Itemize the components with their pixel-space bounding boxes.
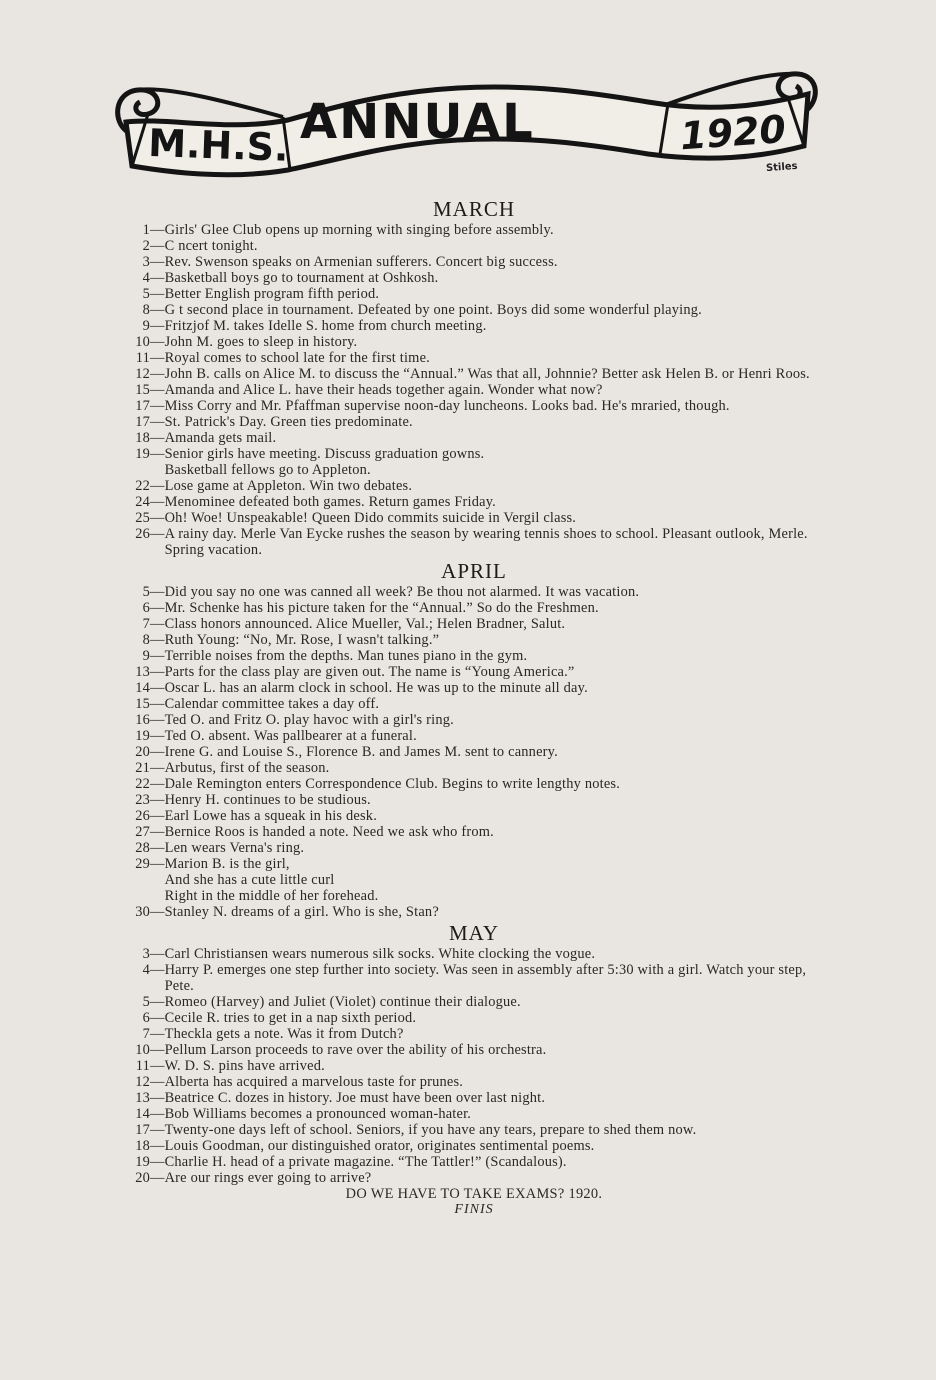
entry-text: Amanda and Alice L. have their heads together again. Wonder what now? — [164, 382, 603, 398]
entry-day: 15 — [135, 382, 150, 398]
calendar-entry — [116, 824, 832, 840]
calendar-entry — [116, 946, 832, 962]
entry-text: G t second place in tournament. Defeated by one point. Boys did some wonderful playing. — [164, 302, 702, 318]
entry-text: Oscar L. has an alarm clock in school. He was up to the minute all day. — [164, 680, 588, 696]
calendar-entry — [116, 584, 832, 600]
calendar-entry — [116, 510, 832, 526]
entry-text: Mr. Schenke has his picture taken for the “Annual.” So do the Freshmen. — [164, 600, 599, 616]
entry-dash: — — [150, 302, 165, 318]
entry-text: Cecile R. tries to get in a nap sixth period. — [164, 1010, 417, 1026]
entry-dash: — — [150, 744, 165, 760]
entry-dash: — — [150, 616, 165, 632]
entry-text: Terrible noises from the depths. Man tunes piano in the gym. — [164, 648, 528, 664]
entry-day: 13 — [135, 1090, 150, 1106]
entry-day: 18 — [135, 430, 150, 446]
entry-text: Charlie H. head of a private magazine. “The Tattler!” (Scandalous). — [164, 1154, 567, 1170]
entry-text: Did you say no one was canned all week? Be thou not alarmed. It was vacation. — [164, 584, 640, 600]
entry-day: 4 — [142, 270, 150, 286]
entry-day: 17 — [135, 1122, 150, 1138]
entry-dash: — — [150, 712, 165, 728]
calendar-entry — [116, 350, 832, 366]
entry-day: 5 — [142, 994, 150, 1010]
entry-dash: — — [150, 632, 165, 648]
entry-day: 4 — [142, 962, 150, 978]
calendar-entry — [116, 856, 832, 904]
entry-dash: — — [150, 696, 165, 712]
entry-dash: — — [150, 824, 165, 840]
calendar-entry — [116, 994, 832, 1010]
entry-dash: — — [150, 286, 165, 302]
april-entries — [116, 584, 832, 920]
entry-dash: — — [150, 1154, 165, 1170]
entry-day: 3 — [142, 254, 150, 270]
entry-text: Harry P. emerges one step further into society. Was seen in assembly after 5:30 with a girl. Watch your step, Pete. — [164, 962, 807, 994]
entry-dash: — — [150, 792, 165, 808]
entry-text: Calendar committee takes a day off. — [164, 696, 380, 712]
entry-day: 10 — [135, 1042, 150, 1058]
entry-dash: — — [150, 270, 165, 286]
entry-day: 5 — [142, 286, 150, 302]
calendar-entry — [116, 1106, 832, 1122]
calendar-entry — [116, 366, 832, 382]
entry-text: C ncert tonight. — [164, 238, 258, 254]
banner-center-text: ANNUAL — [300, 94, 535, 150]
entry-text: Romeo (Harvey) and Juliet (Violet) continue their dialogue. — [164, 994, 521, 1010]
entry-text: Bernice Roos is handed a note. Need we ask who from. — [164, 824, 494, 840]
entry-text: Oh! Woe! Unspeakable! Queen Dido commits suicide in Vergil class. — [164, 510, 577, 526]
entry-text: Basketball boys go to tournament at Oshkosh. — [164, 270, 439, 286]
entry-dash: — — [150, 776, 165, 792]
entry-text: Louis Goodman, our distinguished orator, originates sentimental poems. — [164, 1138, 595, 1154]
closing-line: DO WE HAVE TO TAKE EXAMS? 1920. — [345, 1186, 603, 1202]
calendar-entry — [116, 1154, 832, 1170]
entry-text: Theckla gets a note. Was it from Dutch? — [164, 1026, 404, 1042]
entry-day: 1 — [142, 222, 150, 238]
entry-text: John B. calls on Alice M. to discuss the “Annual.” Was that all, Johnnie? Better ask Helen B. or Henri Roos. — [164, 366, 810, 382]
entry-text: Senior girls have meeting. Discuss graduation gowns. Basketball fellows go to Appleton. — [164, 446, 485, 478]
calendar-entry — [116, 302, 832, 318]
entry-text: W. D. S. pins have arrived. — [164, 1058, 325, 1074]
entry-day: 10 — [135, 334, 150, 350]
calendar-entry — [116, 494, 832, 510]
calendar-entry — [116, 744, 832, 760]
calendar-entry — [116, 414, 832, 430]
calendar-entry — [116, 664, 832, 680]
entry-text: Arbutus, first of the season. — [164, 760, 330, 776]
entry-dash: — — [150, 494, 165, 510]
entry-day: 26 — [135, 526, 150, 542]
entry-dash: — — [150, 334, 165, 350]
entry-dash: — — [150, 382, 165, 398]
entry-text: Irene G. and Louise S., Florence B. and James M. sent to cannery. — [164, 744, 558, 760]
entry-day: 20 — [135, 744, 150, 760]
calendar-entry — [116, 962, 832, 994]
scroll-banner-graphic — [108, 62, 824, 187]
entry-day: 8 — [142, 302, 150, 318]
entry-dash: — — [150, 414, 165, 430]
entry-dash: — — [150, 760, 165, 776]
entry-day: 20 — [135, 1170, 150, 1186]
entry-text: Girls' Glee Club opens up morning with singing before assembly. — [164, 222, 554, 238]
march-entries — [116, 222, 832, 558]
artist-signature: Stiles — [765, 160, 798, 175]
calendar-entry — [116, 1026, 832, 1042]
calendar-entry — [116, 478, 832, 494]
calendar-entry — [116, 430, 832, 446]
entry-day: 9 — [142, 318, 150, 334]
entry-day: 5 — [142, 584, 150, 600]
calendar-entry — [116, 526, 832, 558]
entry-text: Dale Remington enters Correspondence Club. Begins to write lengthy notes. — [164, 776, 621, 792]
entry-dash: — — [150, 664, 165, 680]
calendar-entry — [116, 1074, 832, 1090]
entry-dash: — — [150, 1138, 165, 1154]
entry-dash: — — [150, 254, 165, 270]
section-title-march: MARCH — [432, 197, 516, 221]
entry-text: Are our rings ever going to arrive? — [164, 1170, 372, 1186]
calendar-entry — [116, 728, 832, 744]
entry-text: Parts for the class play are given out. The name is “Young America.” — [164, 664, 575, 680]
entry-text: Rev. Swenson speaks on Armenian sufferers. Concert big success. — [164, 254, 558, 270]
entry-text: Marion B. is the girl, And she has a cute little curl Right in the middle of her forehead. — [164, 856, 379, 904]
entry-day: 8 — [142, 632, 150, 648]
entry-day: 14 — [135, 680, 150, 696]
entry-dash: — — [150, 584, 165, 600]
entry-dash: — — [150, 856, 165, 872]
entry-dash: — — [150, 946, 165, 962]
calendar-entry — [116, 1058, 832, 1074]
entry-day: 25 — [135, 510, 150, 526]
entry-dash: — — [150, 526, 165, 542]
section-title-april: APRIL — [441, 559, 507, 583]
calendar-entry — [116, 318, 832, 334]
calendar-entry — [116, 1170, 832, 1186]
entry-text: Ruth Young: “No, Mr. Rose, I wasn't talking.” — [164, 632, 440, 648]
entry-day: 11 — [135, 350, 150, 366]
entry-text: Stanley N. dreams of a girl. Who is she, Stan? — [164, 904, 439, 920]
entry-day: 9 — [142, 648, 150, 664]
entry-day: 30 — [135, 904, 150, 920]
entry-text: Len wears Verna's ring. — [164, 840, 305, 856]
entry-dash: — — [150, 1074, 165, 1090]
entry-dash: — — [150, 510, 165, 526]
entry-day: 22 — [135, 776, 150, 792]
entry-day: 22 — [135, 478, 150, 494]
entry-day: 28 — [135, 840, 150, 856]
entry-day: 13 — [135, 664, 150, 680]
entry-day: 2 — [142, 238, 150, 254]
entry-dash: — — [150, 430, 165, 446]
entry-day: 11 — [135, 1058, 150, 1074]
calendar-entry — [116, 760, 832, 776]
entry-dash: — — [150, 648, 165, 664]
entry-text: Henry H. continues to be studious. — [164, 792, 371, 808]
entry-dash: — — [150, 840, 165, 856]
entry-text: Ted O. and Fritz O. play havoc with a girl's ring. — [164, 712, 454, 728]
calendar-content — [116, 196, 832, 1218]
calendar-entry — [116, 840, 832, 856]
entry-dash: — — [150, 1170, 165, 1186]
entry-day: 19 — [135, 728, 150, 744]
entry-text: Better English program fifth period. — [164, 286, 380, 302]
entry-dash: — — [150, 728, 165, 744]
entry-dash: — — [150, 1090, 165, 1106]
entry-text: Fritzjof M. takes Idelle S. home from church meeting. — [164, 318, 487, 334]
entry-text: St. Patrick's Day. Green ties predominate. — [164, 414, 413, 430]
calendar-entry — [116, 334, 832, 350]
entry-dash: — — [150, 1026, 165, 1042]
calendar-entry — [116, 632, 832, 648]
entry-day: 17 — [135, 398, 150, 414]
entry-day: 19 — [135, 1154, 150, 1170]
entry-dash: — — [150, 962, 165, 978]
entry-day: 14 — [135, 1106, 150, 1122]
calendar-entry — [116, 712, 832, 728]
entry-day: 3 — [142, 946, 150, 962]
entry-text: Pellum Larson proceeds to rave over the ability of his orchestra. — [164, 1042, 547, 1058]
section-title-may: MAY — [448, 921, 500, 945]
entry-text: Ted O. absent. Was pallbearer at a funeral. — [164, 728, 417, 744]
entry-day: 21 — [135, 760, 150, 776]
calendar-entry — [116, 254, 832, 270]
calendar-entry — [116, 680, 832, 696]
entry-text: Amanda gets mail. — [164, 430, 277, 446]
entry-day: 27 — [135, 824, 150, 840]
entry-day: 15 — [135, 696, 150, 712]
entry-text: Beatrice C. dozes in history. Joe must have been over last night. — [164, 1090, 546, 1106]
entry-text: A rainy day. Merle Van Eycke rushes the season by wearing tennis shoes to school. Pleasant outlook, Merle. Spring vacation. — [164, 526, 808, 558]
entry-dash: — — [150, 600, 165, 616]
entry-day: 6 — [142, 1010, 150, 1026]
entry-text: Alberta has acquired a marvelous taste for prunes. — [164, 1074, 464, 1090]
entry-day: 26 — [135, 808, 150, 824]
calendar-entry — [116, 270, 832, 286]
calendar-entry — [116, 808, 832, 824]
entry-dash: — — [150, 1106, 165, 1122]
calendar-entry — [116, 792, 832, 808]
calendar-entry — [116, 238, 832, 254]
entry-day: 23 — [135, 792, 150, 808]
entry-text: Royal comes to school late for the first time. — [164, 350, 430, 366]
masthead-banner — [108, 62, 824, 187]
banner-right-text: 1920 — [678, 107, 788, 159]
banner-left-text: M.H.S. — [147, 120, 290, 170]
calendar-entry — [116, 648, 832, 664]
entry-dash: — — [150, 994, 165, 1010]
entry-dash: — — [150, 478, 165, 494]
calendar-entry — [116, 696, 832, 712]
calendar-entry — [116, 1010, 832, 1026]
entry-day: 12 — [135, 366, 150, 382]
entry-dash: — — [150, 1122, 165, 1138]
calendar-entry — [116, 222, 832, 238]
entry-text: Earl Lowe has a squeak in his desk. — [164, 808, 378, 824]
entry-dash: — — [150, 446, 165, 462]
entry-dash: — — [150, 222, 165, 238]
entry-dash: — — [150, 904, 165, 920]
entry-day: 29 — [135, 856, 150, 872]
entry-text: John M. goes to sleep in history. — [164, 334, 358, 350]
entry-text: Class honors announced. Alice Mueller, Val.; Helen Bradner, Salut. — [164, 616, 566, 632]
entry-day: 19 — [135, 446, 150, 462]
calendar-entry — [116, 616, 832, 632]
calendar-entry — [116, 776, 832, 792]
entry-dash: — — [150, 398, 165, 414]
entry-text: Lose game at Appleton. Win two debates. — [164, 478, 413, 494]
entry-day: 7 — [142, 616, 150, 632]
entry-text: Menominee defeated both games. Return games Friday. — [164, 494, 496, 510]
calendar-entry — [116, 446, 832, 478]
entry-dash: — — [150, 238, 165, 254]
entry-day: 17 — [135, 414, 150, 430]
calendar-entry — [116, 904, 832, 920]
entry-day: 6 — [142, 600, 150, 616]
entry-day: 16 — [135, 712, 150, 728]
entry-text: Twenty-one days left of school. Seniors, if you have any tears, prepare to shed them now. — [164, 1122, 697, 1138]
entry-dash: — — [150, 318, 165, 334]
may-entries — [116, 946, 832, 1186]
calendar-entry — [116, 1122, 832, 1138]
calendar-entry — [116, 600, 832, 616]
entry-day: 7 — [142, 1026, 150, 1042]
entry-dash: — — [150, 680, 165, 696]
entry-dash: — — [150, 1058, 165, 1074]
calendar-entry — [116, 286, 832, 302]
entry-dash: — — [150, 350, 165, 366]
entry-day: 18 — [135, 1138, 150, 1154]
calendar-entry — [116, 1042, 832, 1058]
calendar-entry — [116, 1090, 832, 1106]
entry-dash: — — [150, 1042, 165, 1058]
calendar-entry — [116, 398, 832, 414]
entry-day: 12 — [135, 1074, 150, 1090]
entry-text: Miss Corry and Mr. Pfaffman supervise noon-day luncheons. Looks bad. He's mraried, though. — [164, 398, 730, 414]
entry-day: 24 — [135, 494, 150, 510]
entry-text: Bob Williams becomes a pronounced woman-hater. — [164, 1106, 472, 1122]
finis-line: FINIS — [454, 1202, 494, 1217]
entry-dash: — — [150, 366, 165, 382]
entry-dash: — — [150, 808, 165, 824]
entry-text: Carl Christiansen wears numerous silk socks. White clocking the vogue. — [164, 946, 596, 962]
calendar-entry — [116, 1138, 832, 1154]
entry-dash: — — [150, 1010, 165, 1026]
calendar-entry — [116, 382, 832, 398]
